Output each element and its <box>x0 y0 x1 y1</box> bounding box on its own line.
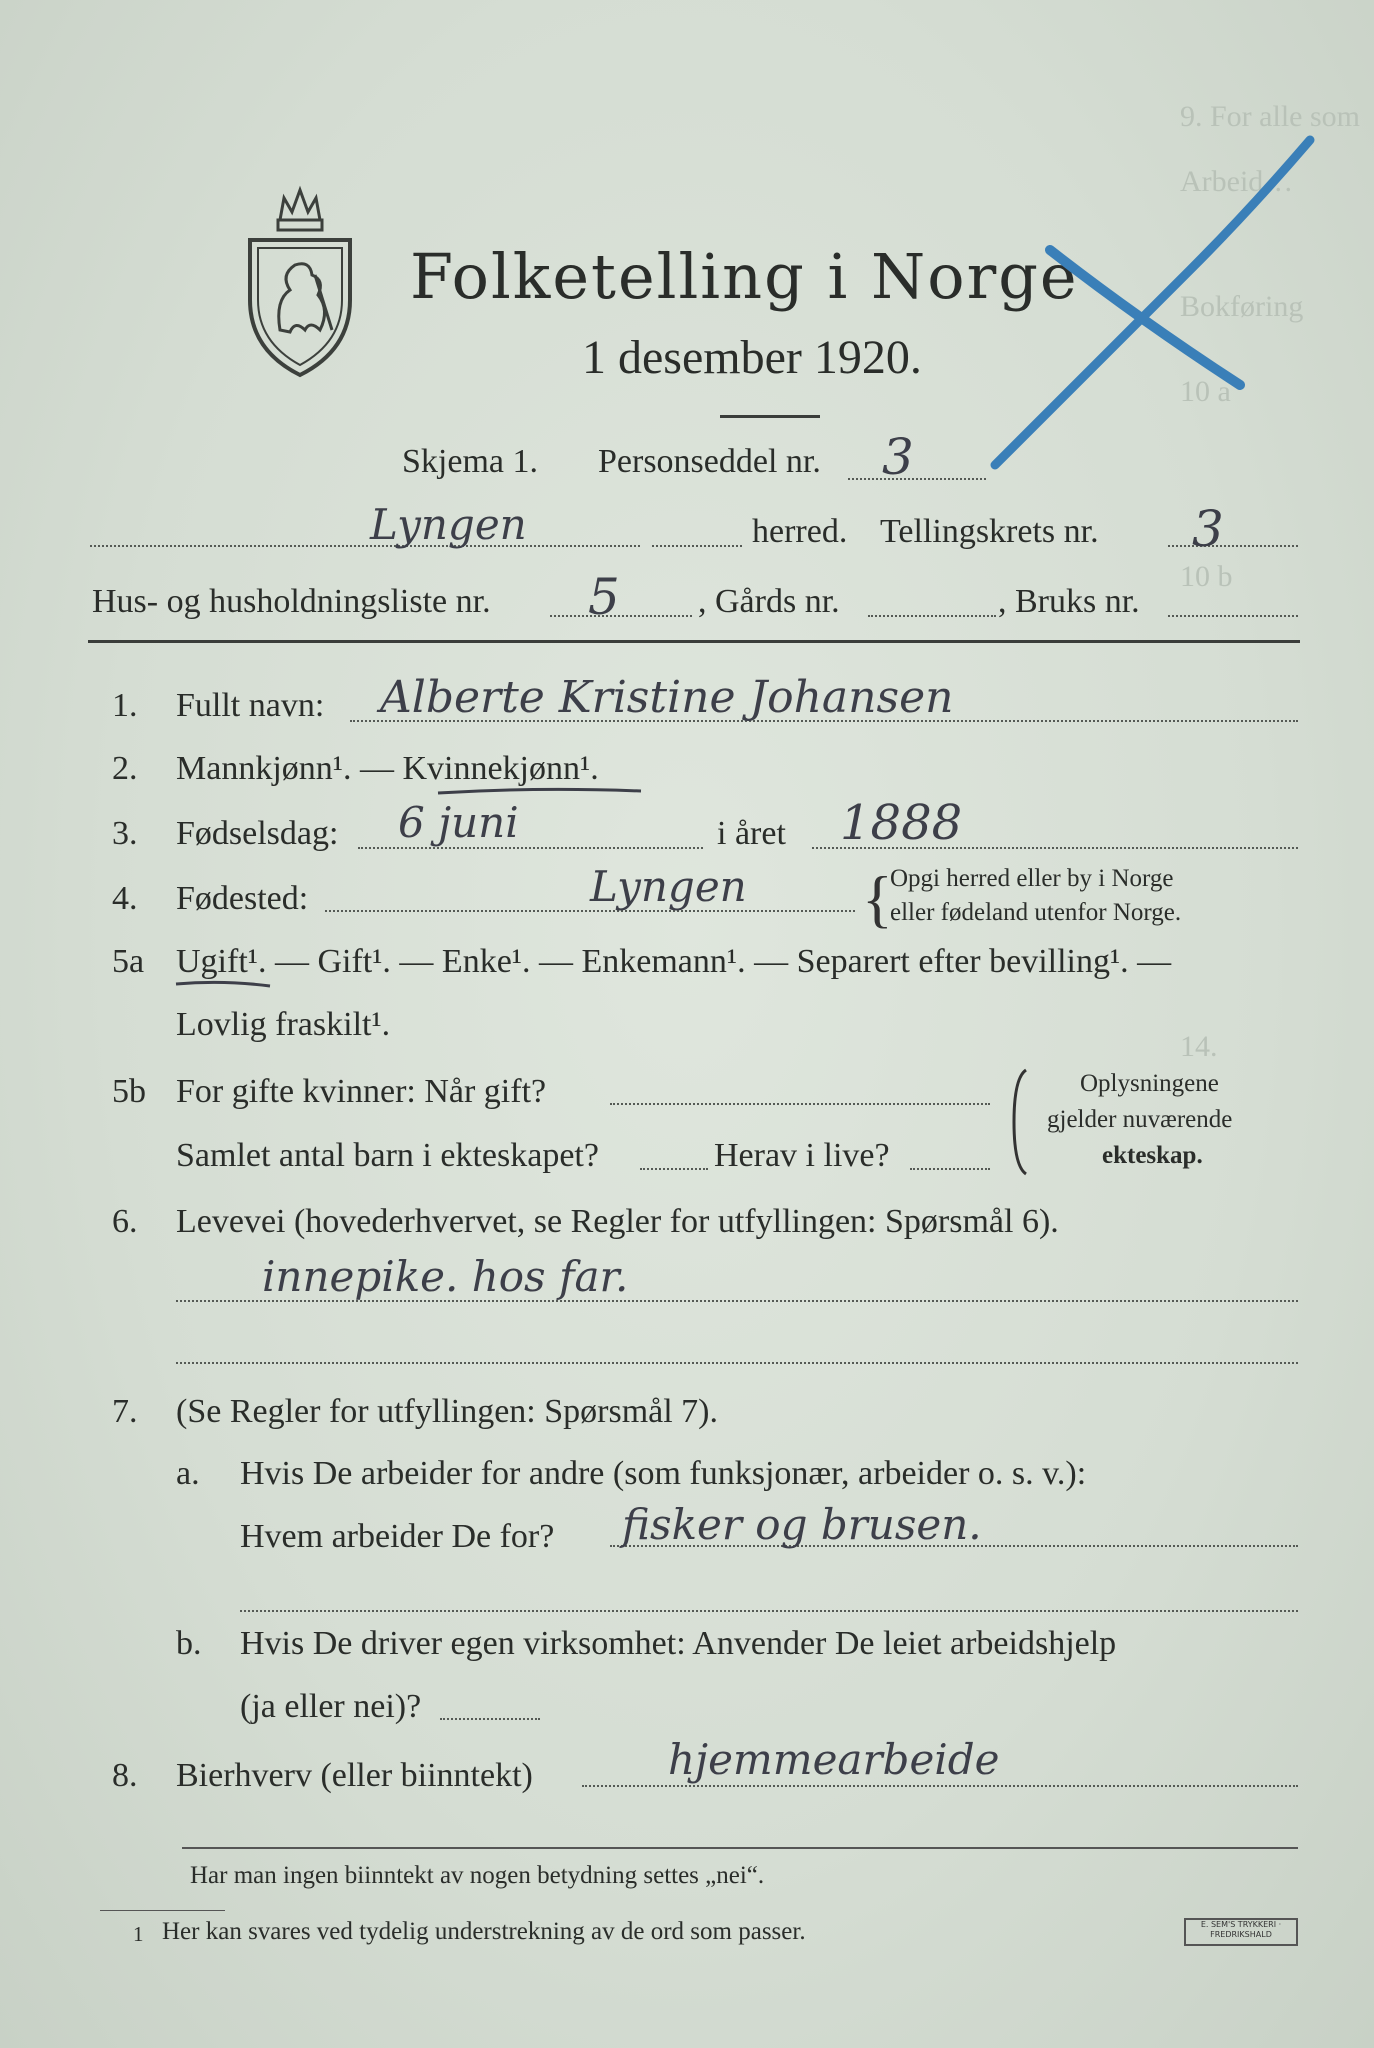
employer-value: fisker og brusen. <box>622 1500 982 1549</box>
q3-day-field-line <box>358 847 703 849</box>
q7-number: 7. <box>112 1393 138 1430</box>
q4-brace: { <box>862 863 893 934</box>
q2-label: Mannkjønn¹. — Kvinnekjønn¹. <box>176 750 599 787</box>
norwegian-lion-crest-icon <box>240 180 360 380</box>
side-income-value: hjemmearbeide <box>668 1735 1000 1784</box>
bleed-through-text: 10 b <box>1180 560 1233 593</box>
q6-label: Levevei (hovederhvervet, se Regler for utfyllingen: Spørsmål 6). <box>176 1203 1059 1240</box>
q7a-letter: a. <box>176 1455 200 1492</box>
q5b-live-field-line <box>910 1168 990 1170</box>
q7a-line-1: Hvis De arbeider for andre (som funksjonær, arbeider o. s. v.): <box>240 1455 1087 1492</box>
bleed-through-text: Arbeid… <box>1180 165 1294 198</box>
q5b-when-married-field-line <box>610 1103 990 1105</box>
q5b-barn-field-line <box>640 1168 708 1170</box>
schema-label: Skjema 1. <box>402 443 538 480</box>
gards-label: , Gårds nr. <box>698 583 840 620</box>
bleed-through-text: 14. <box>1180 1030 1218 1063</box>
hus-value: 5 <box>588 568 620 626</box>
herred-label: herred. <box>752 513 848 550</box>
q7a-line-2: Hvem arbeider De for? <box>240 1518 555 1555</box>
footnote-divider <box>100 1910 225 1911</box>
printer-stamp-text: E. SEM'S TRYKKERI · FREDRIKSHALD <box>1200 1920 1282 1939</box>
q6-number: 6. <box>112 1203 138 1240</box>
q8-field-line-2 <box>182 1847 1298 1849</box>
q7b-field-line <box>440 1718 540 1720</box>
kvinnekjonn-underline-mark <box>436 785 646 797</box>
hus-label: Hus- og husholdningsliste nr. <box>92 583 491 620</box>
q8-field-line-1 <box>582 1785 1298 1787</box>
birth-year-value: 1888 <box>840 795 963 851</box>
title-divider <box>720 415 820 418</box>
printer-stamp <box>1184 1918 1298 1946</box>
q4-number: 4. <box>112 880 138 917</box>
section-divider <box>88 640 1300 643</box>
q5b-number: 5b <box>112 1073 146 1110</box>
q5a-line-1: Ugift¹. — Gift¹. — Enke¹. — Enkemann¹. — Separert efter bevilling¹. — <box>176 943 1172 980</box>
q7a-field-line-2 <box>240 1610 1298 1612</box>
q7-label: (Se Regler for utfyllingen: Spørsmål 7). <box>176 1393 719 1430</box>
q5b-note-3: ekteskap. <box>1102 1142 1203 1169</box>
gards-field-line <box>868 615 996 617</box>
q5b-live-label: Herav i live? <box>714 1137 890 1174</box>
q7b-line-2: (ja eller nei)? <box>240 1688 422 1725</box>
footnote-number: 1 <box>133 1922 144 1946</box>
personseddel-label: Personseddel nr. <box>598 443 821 480</box>
q5b-note-2: gjelder nuværende <box>1047 1106 1233 1133</box>
q5b-line-1: For gifte kvinner: Når gift? <box>176 1073 547 1110</box>
tellingskrets-label: Tellingskrets nr. <box>880 513 1099 550</box>
q8-label: Bierhverv (eller biinntekt) <box>176 1757 533 1794</box>
q3-label: Fødselsdag: <box>176 815 339 852</box>
bleed-through-text: Bokføring <box>1180 290 1304 323</box>
birthplace-value: Lyngen <box>590 862 747 911</box>
q6-field-line-2 <box>176 1362 1298 1364</box>
herred-field-line <box>90 545 640 547</box>
bruks-label: , Bruks nr. <box>998 583 1140 620</box>
form-title: Folketelling i Norge <box>410 240 1079 313</box>
birth-day-value: 6 juni <box>398 798 519 847</box>
blue-pencil-cross-mark <box>990 130 1320 470</box>
q5a-number: 5a <box>112 943 145 980</box>
census-date: 1 desember 1920. <box>582 331 922 384</box>
footer-note: Har man ingen biinntekt av nogen betydning settes „nei“. <box>190 1862 765 1889</box>
q4-note-2: eller fødeland utenfor Norge. <box>890 899 1182 926</box>
q5b-bracket <box>1010 1068 1030 1176</box>
q7b-letter: b. <box>176 1625 202 1662</box>
q3-year-label: i året <box>717 815 786 852</box>
bruks-field-line <box>1168 615 1298 617</box>
q1-label: Fullt navn: <box>176 687 325 724</box>
q2-number: 2. <box>112 750 138 787</box>
q5b-barn-label: Samlet antal barn i ekteskapet? <box>176 1137 599 1174</box>
q4-label: Fødested: <box>176 880 309 917</box>
q3-number: 3. <box>112 815 138 852</box>
bleed-through-text: 10 a <box>1180 375 1231 408</box>
q7b-line-1: Hvis De driver egen virksomhet: Anvender De leiet arbeidshjelp <box>240 1625 1117 1662</box>
hus-field-line <box>550 615 692 617</box>
q5b-note-1: Oplysningene <box>1080 1070 1219 1097</box>
livelihood-value: innepike. hos far. <box>262 1252 629 1301</box>
q8-number: 8. <box>112 1757 138 1794</box>
personseddel-field-line <box>848 478 986 480</box>
ugift-underline-mark <box>174 978 274 990</box>
personseddel-value: 3 <box>882 428 914 486</box>
tellingskrets-value: 3 <box>1192 500 1224 558</box>
herred-field-line-2 <box>652 545 742 547</box>
full-name-value: Alberte Kristine Johansen <box>380 672 954 723</box>
q5a-line-2: Lovlig fraskilt¹. <box>176 1006 391 1043</box>
footnote-text: Her kan svares ved tydelig understrekning av de ord som passer. <box>162 1918 806 1945</box>
q1-number: 1. <box>112 687 138 724</box>
herred-value: Lyngen <box>370 500 527 549</box>
q4-note-1: Opgi herred eller by i Norge <box>890 865 1174 892</box>
tellingskrets-field-line <box>1168 545 1298 547</box>
bleed-through-text: 9. For alle som <box>1180 100 1360 133</box>
